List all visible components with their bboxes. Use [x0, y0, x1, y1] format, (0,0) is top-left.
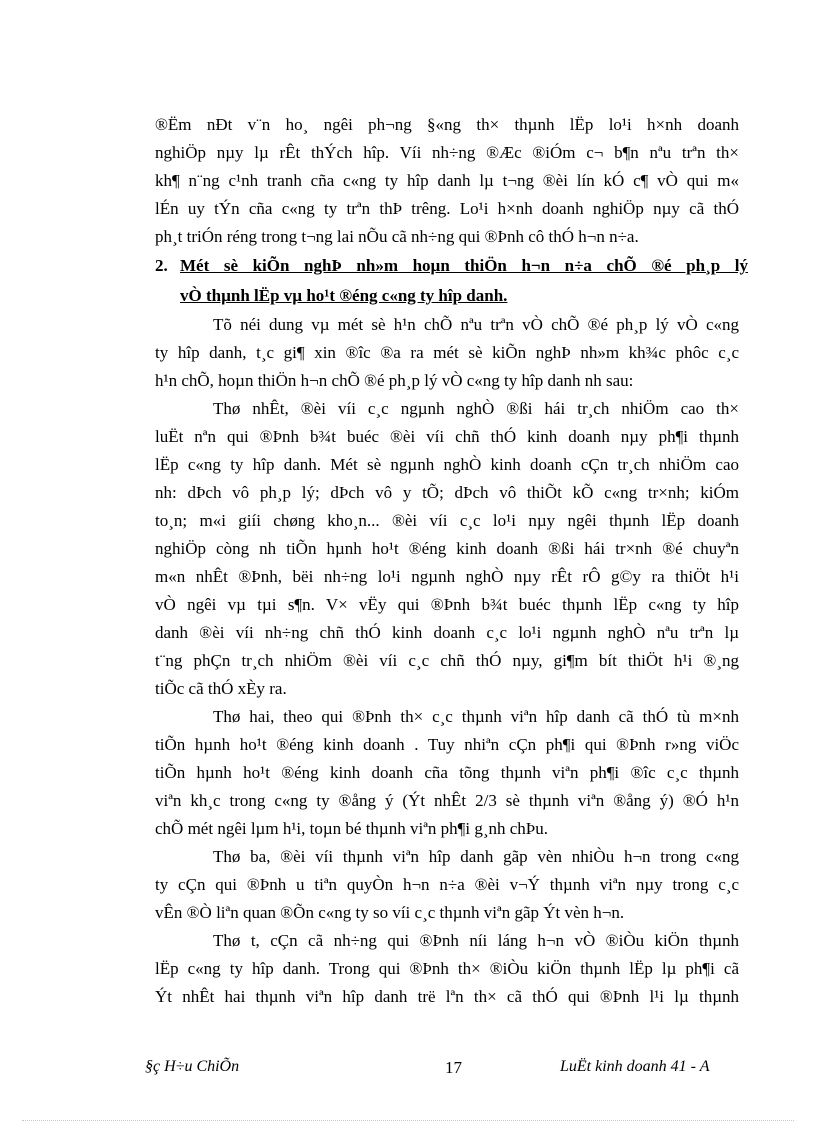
text-line: Thø hai, theo qui ®Þnh th× c¸c thµnh viªn hîp danh cã thÓ tù m×nh — [213, 707, 739, 726]
text-line: viªn kh¸c trong c«ng ty ®ång ý (Ýt nhÊt 2/3 sè thµnh viªn ®ång ý) ®Ó h¹n — [155, 791, 739, 810]
text-line: ®Ëm nÐt v¨n ho¸ ngêi ph¬ng §«ng th× thµnh lËp lo¹i h×nh doanh — [155, 115, 739, 134]
page-number: 17 — [445, 1058, 462, 1077]
text-line: tiÕn hµnh ho¹t ®éng kinh doanh . Tuy nhiªn cÇn ph¶i qui ®Þnh r»ng viÖc — [155, 735, 739, 754]
text-line: tiÕc cã thÓ xÈy ra. — [155, 679, 287, 698]
text-line: t¨ng phÇn tr¸ch nhiÖm ®èi víi c¸c chñ thÓ nµy, gi¶m bít thiÖt h¹i ®¸ng — [155, 651, 739, 670]
text-line: m«n nhÊt ®Þnh, bëi nh÷ng lo¹i ngµnh nghÒ nµy rÊt rÔ g©y ra thiÖt h¹i — [155, 567, 739, 586]
text-line: Ýt nhÊt hai thµnh viªn hîp danh trë lªn th× cã thÓ qui ®Þnh l¹i lµ thµnh — [155, 987, 739, 1006]
text-line: Thø ba, ®èi víi thµnh viªn hîp danh gãp vèn nhiÒu h¬n trong c«ng — [213, 847, 739, 866]
text-line: lËp c«ng ty hîp danh. Trong qui ®Þnh th× ®iÒu kiÖn thµnh lËp lµ ph¶i cã — [155, 959, 739, 978]
text-line: ty hîp danh, t¸c gi¶ xin ®îc ®a ra mét sè kiÕn nghÞ nh»m kh¾c phôc c¸c — [155, 343, 739, 362]
section-heading-line-1: Mét sè kiÕn nghÞ nh»m hoµn thiÖn h¬n n÷a chÕ ®é ph¸p lý — [180, 256, 748, 275]
text-line: lËp c«ng ty hîp danh. Mét sè ngµnh nghÒ kinh doanh cÇn tr¸ch nhiÖm cao — [155, 455, 739, 474]
text-line: tiÕn hµnh ho¹t ®éng kinh doanh cña tõng thµnh viªn ph¶i ®îc c¸c thµnh — [155, 763, 739, 782]
text-line: lÉn uy tÝn cña c«ng ty trªn thÞ trêng. Lo¹i h×nh doanh nghiÖp nµy cã thÓ — [155, 199, 739, 218]
section-heading-line-2: vÒ thµnh lËp vµ ho¹t ®éng c«ng ty hîp danh. — [180, 286, 508, 305]
text-line: chÕ mét ngêi lµm h¹i, toµn bé thµnh viªn ph¶i g¸nh chÞu. — [155, 819, 548, 838]
text-line: Tõ néi dung vµ mét sè h¹n chÕ nªu trªn vÒ chÕ ®é ph¸p lý vÒ c«ng — [213, 315, 739, 334]
page-bottom-divider — [22, 1120, 794, 1121]
text-line: Thø nhÊt, ®èi víi c¸c ngµnh nghÒ ®ßi hái tr¸ch nhiÖm cao th× — [213, 399, 739, 418]
text-line: luËt nªn qui ®Þnh b¾t buéc ®èi víi chñ thÓ kinh doanh nµy ph¶i thµnh — [155, 427, 739, 446]
text-line: nh: dÞch vô ph¸p lý; dÞch vô y tÕ; dÞch vô thiÕt kÕ c«ng tr×nh; kiÓm — [155, 483, 739, 502]
section-number: 2. — [155, 256, 168, 275]
text-line: ph¸t triÓn réng trong t¬ng lai nÕu cã nh÷ng qui ®Þnh cô thÓ h¬n n÷a. — [155, 227, 639, 246]
text-line: nghiÖp còng nh tiÕn hµnh ho¹t ®éng kinh doanh ®ßi hái tr×nh ®é chuyªn — [155, 539, 739, 558]
text-line: danh ®èi víi nh÷ng chñ thÓ kinh doanh c¸c lo¹i ngµnh nghÒ nªu trªn lµ — [155, 623, 739, 642]
text-line: kh¶ n¨ng c¹nh tranh cña c«ng ty hîp danh lµ t¬ng ®èi lín kÓ c¶ vÒ qui m« — [155, 171, 739, 190]
text-line: nghiÖp nµy lµ rÊt thÝch hîp. Víi nh÷ng ®Æc ®iÓm c¬ b¶n nªu trªn th× — [155, 143, 739, 162]
text-line: h¹n chÕ, hoµn thiÖn h¬n chÕ ®é ph¸p lý vÒ c«ng ty hîp danh nh sau: — [155, 371, 634, 390]
footer-author: §ç H÷u ChiÕn — [145, 1058, 240, 1075]
text-line: to¸n; m«i giíi chøng kho¸n... ®èi víi c¸c lo¹i nµy ngêi thµnh lËp doanh — [155, 511, 739, 530]
text-line: Thø t, cÇn cã nh÷ng qui ®Þnh níi láng h¬n vÒ ®iÒu kiÖn thµnh — [213, 931, 739, 950]
text-line: ty cÇn qui ®Þnh u tiªn quyÒn h¬n n÷a ®èi v¬Ý thµnh viªn nµy trong c¸c — [155, 875, 739, 894]
footer-course: LuËt kinh doanh 41 - A — [560, 1058, 710, 1075]
text-line: vÒ ngêi vµ tµi s¶n. V× vËy qui ®Þnh b¾t buéc thµnh lËp c«ng ty hîp — [155, 595, 739, 614]
text-line: vÊn ®Ò liªn quan ®Õn c«ng ty so víi c¸c thµnh viªn gãp Ýt vèn h¬n. — [155, 903, 625, 922]
